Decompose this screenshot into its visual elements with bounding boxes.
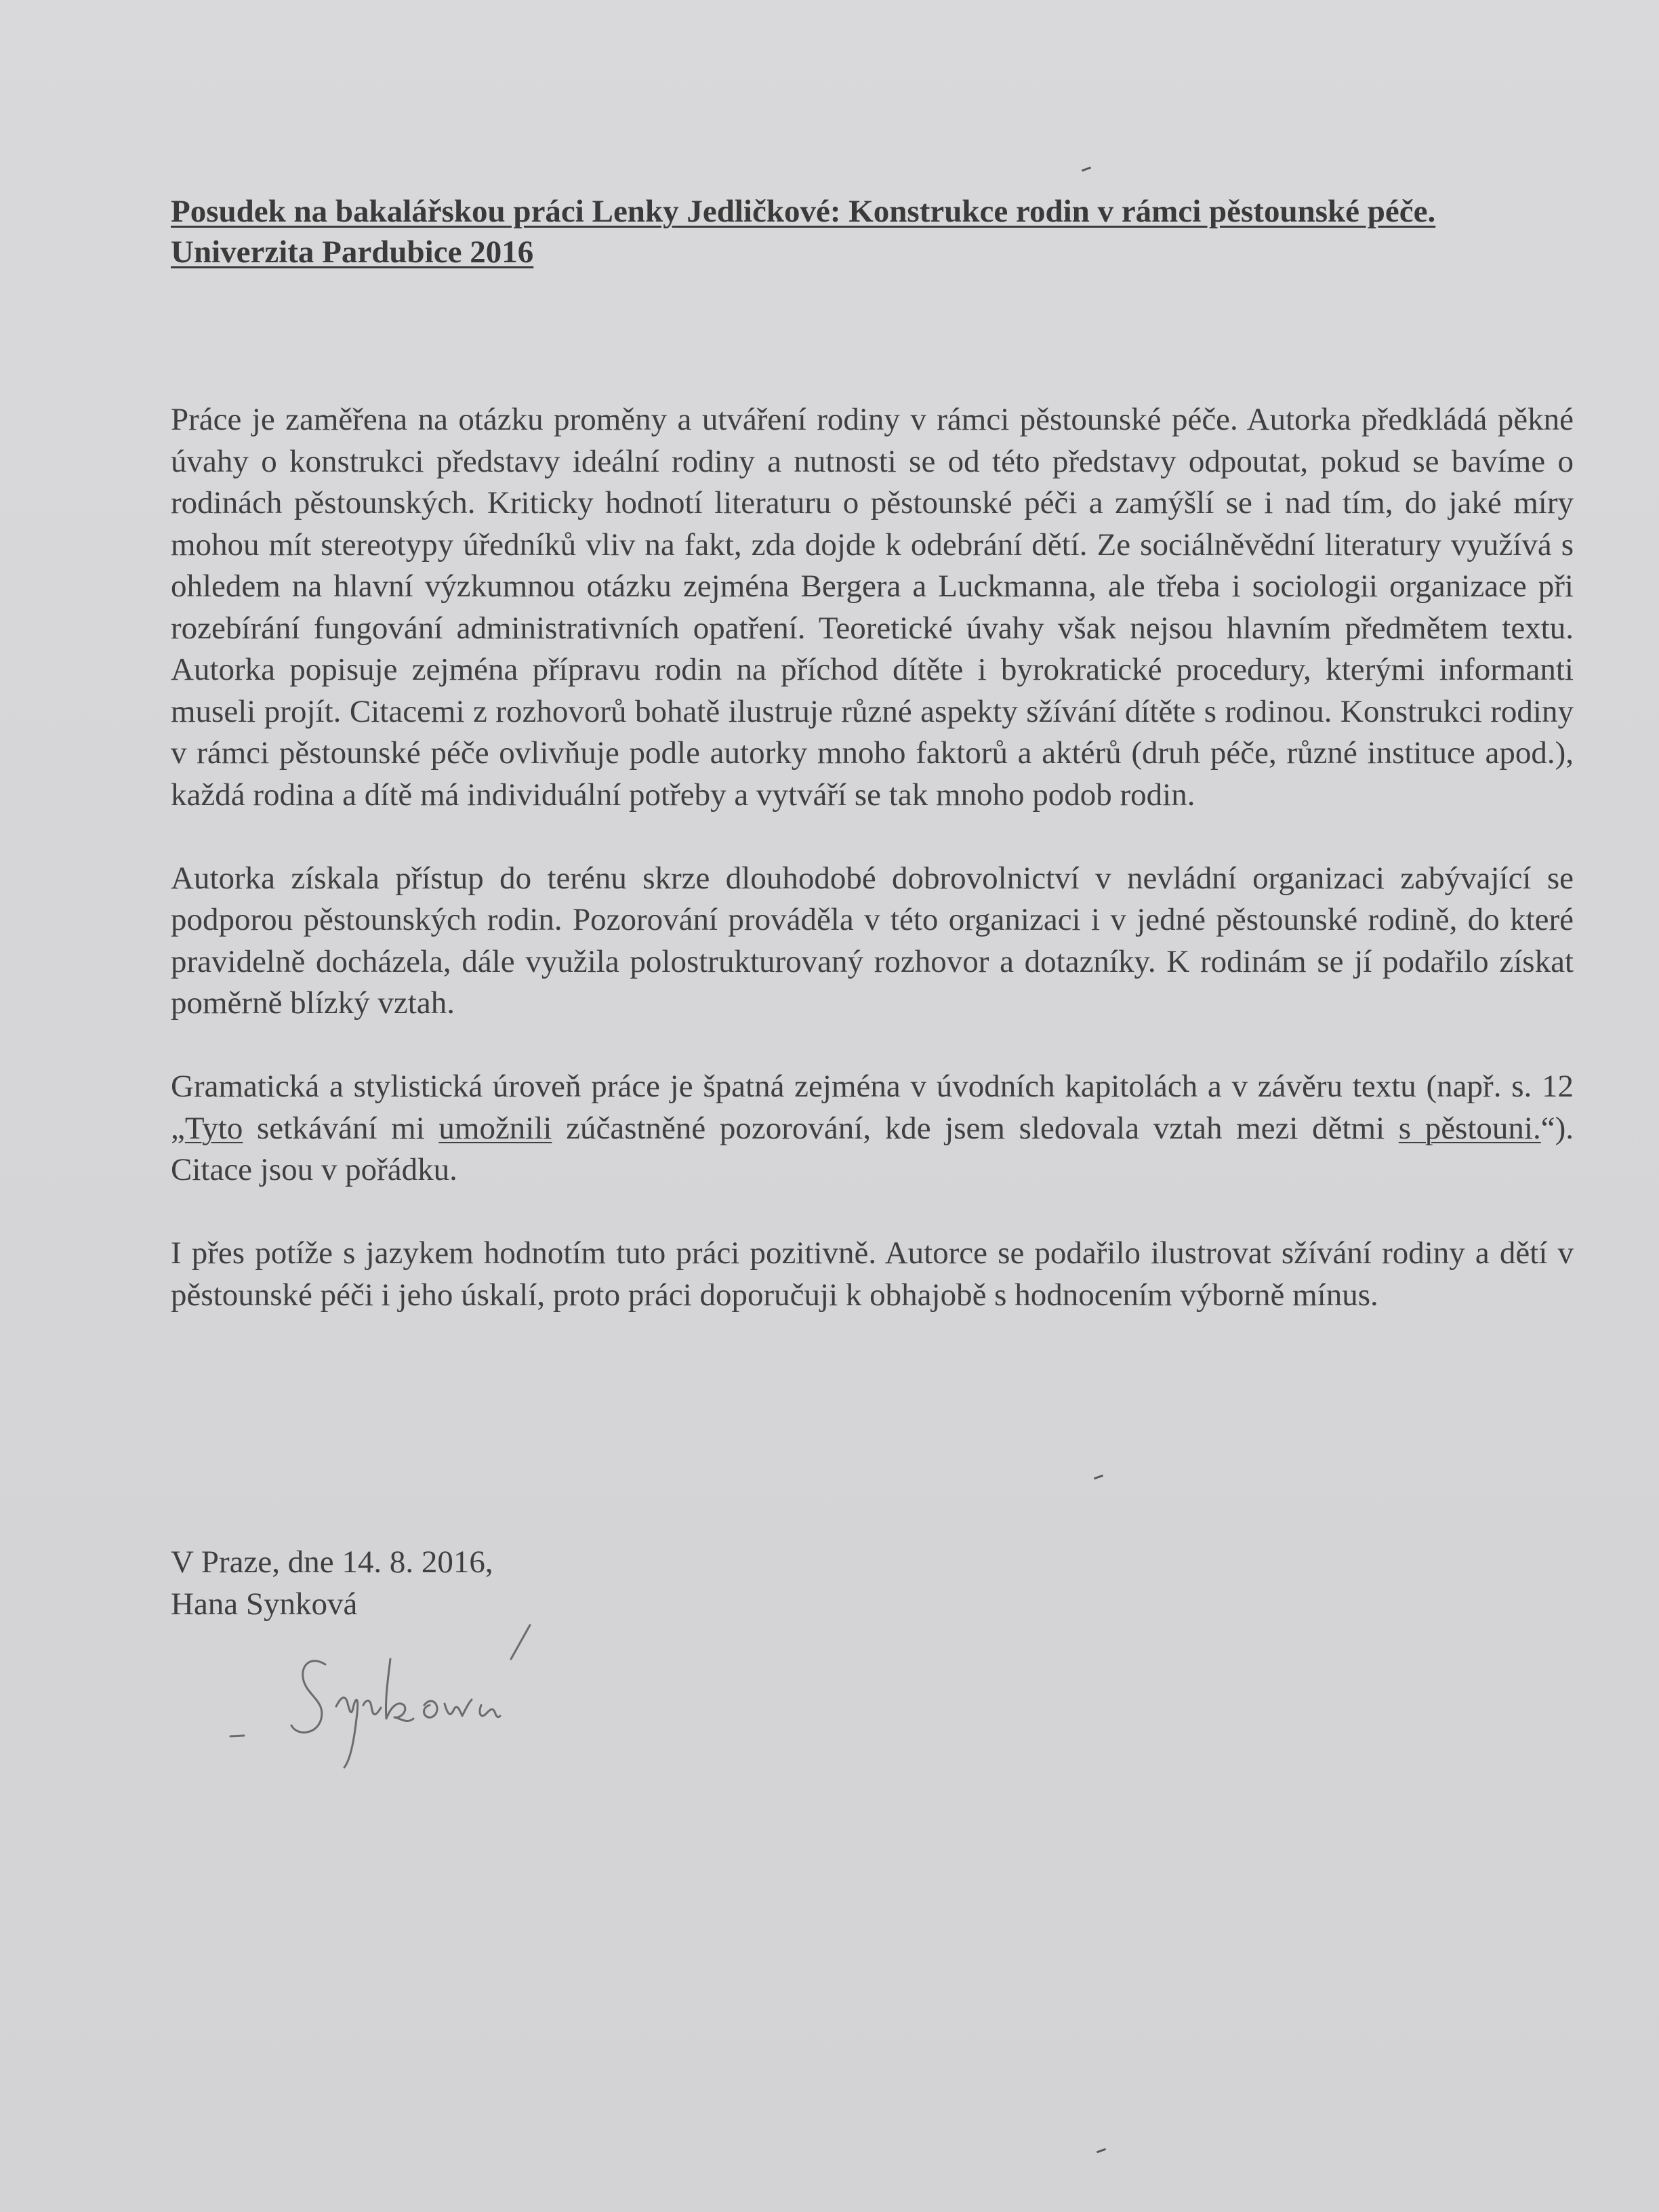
paragraph-3-text-4: “). Citace jsou v pořádku. bbox=[171, 1110, 1574, 1187]
handwritten-signature bbox=[224, 1586, 630, 1776]
document-body bbox=[171, 399, 1574, 1316]
underlined-word-tyto: Tyto bbox=[184, 1110, 243, 1146]
document-title: Posudek na bakalářskou práci Lenky Jedličkové: Konstrukce rodin v rámci pěstounské péče. Univerzita Pardubice 2016 bbox=[171, 194, 1436, 270]
author-name: Hana Synková bbox=[171, 1586, 358, 1622]
paragraph-1: Práce je zaměřena na otázku proměny a utváření rodiny v rámci pěstounské péče. Autorka předkládá pěkné úvahy o konstrukci představy ideální rodiny a nutnosti se od této představy odpoutat, pokud se bavíme o rodinách pěstounských. Kriticky hodnotí literaturu o pěstounské péči a zamýšlí se i nad tím, do jaké míry mohou mít stereotypy úředníků vliv na fakt, zda dojde k odebrání dětí. Ze sociálněvědní literatury využívá s ohledem na hlavní výzkumnou otázku zejména Bergera a Luckmanna, ale třeba i sociologii organizace při rozebírání fungování administrativních opatření. Teoretické úvahy však nejsou hlavním předmětem textu. Autorka popisuje zejména přípravu rodin na příchod dítěte i byrokratické procedury, kterými informanti museli projít. Citacemi z rozhovorů bohatě ilustruje různé aspekty sžívání dítěte s rodinou. Konstrukci rodiny v rámci pěstounské péče ovlivňuje podle autorky mnoho faktorů a aktérů (druh péče, různé instituce apod.), každá rodina a dítě má individuální potřeby a vytváří se tak mnoho podob rodin. bbox=[171, 402, 1574, 813]
paragraph-3 bbox=[171, 1066, 1574, 1191]
underlined-word-umoznili: umožnili bbox=[438, 1110, 552, 1146]
paragraph-4: I přes potíže s jazykem hodnotím tuto práci pozitivně. Autorce se podařilo ilustrovat sžívání rodiny a dětí v pěstounské péči i jeho úskalí, proto práci doporučuji k obhajobě s hodnocením výborně mínus. bbox=[171, 1235, 1574, 1313]
place-date: V Praze, dne 14. 8. 2016, bbox=[171, 1544, 493, 1580]
scan-mark-bottom bbox=[1097, 2148, 1106, 2154]
paragraph-2: Autorka získala přístup do terénu skrze dlouhodobé dobrovolnictví v nevládní organizaci zabývající se podporou pěstounských rodin. Pozorování prováděla v této organizaci i v jedné pěstounské rodině, do které pravidelně docházela, dále využila polostrukturovaný rozhovor a dotazníky. K rodinám se jí podařilo získat poměrně blízký vztah. bbox=[171, 860, 1574, 1021]
scan-mark-top bbox=[1082, 167, 1091, 172]
paragraph-3-text-1: Gramatická a stylistická úroveň práce je špatná zejména v úvodních kapitolách a v závěru textu (např. s. 12 „ bbox=[171, 1069, 1574, 1146]
underlined-phrase-s-pestouni: s pěstouni. bbox=[1398, 1110, 1541, 1146]
scan-mark-middle bbox=[1094, 1475, 1103, 1480]
paragraph-3-text-2: setkávání mi bbox=[243, 1110, 439, 1146]
paragraph-3-text-3: zúčastněné pozorování, kde jsem sledovala vztah mezi dětmi bbox=[552, 1110, 1399, 1146]
